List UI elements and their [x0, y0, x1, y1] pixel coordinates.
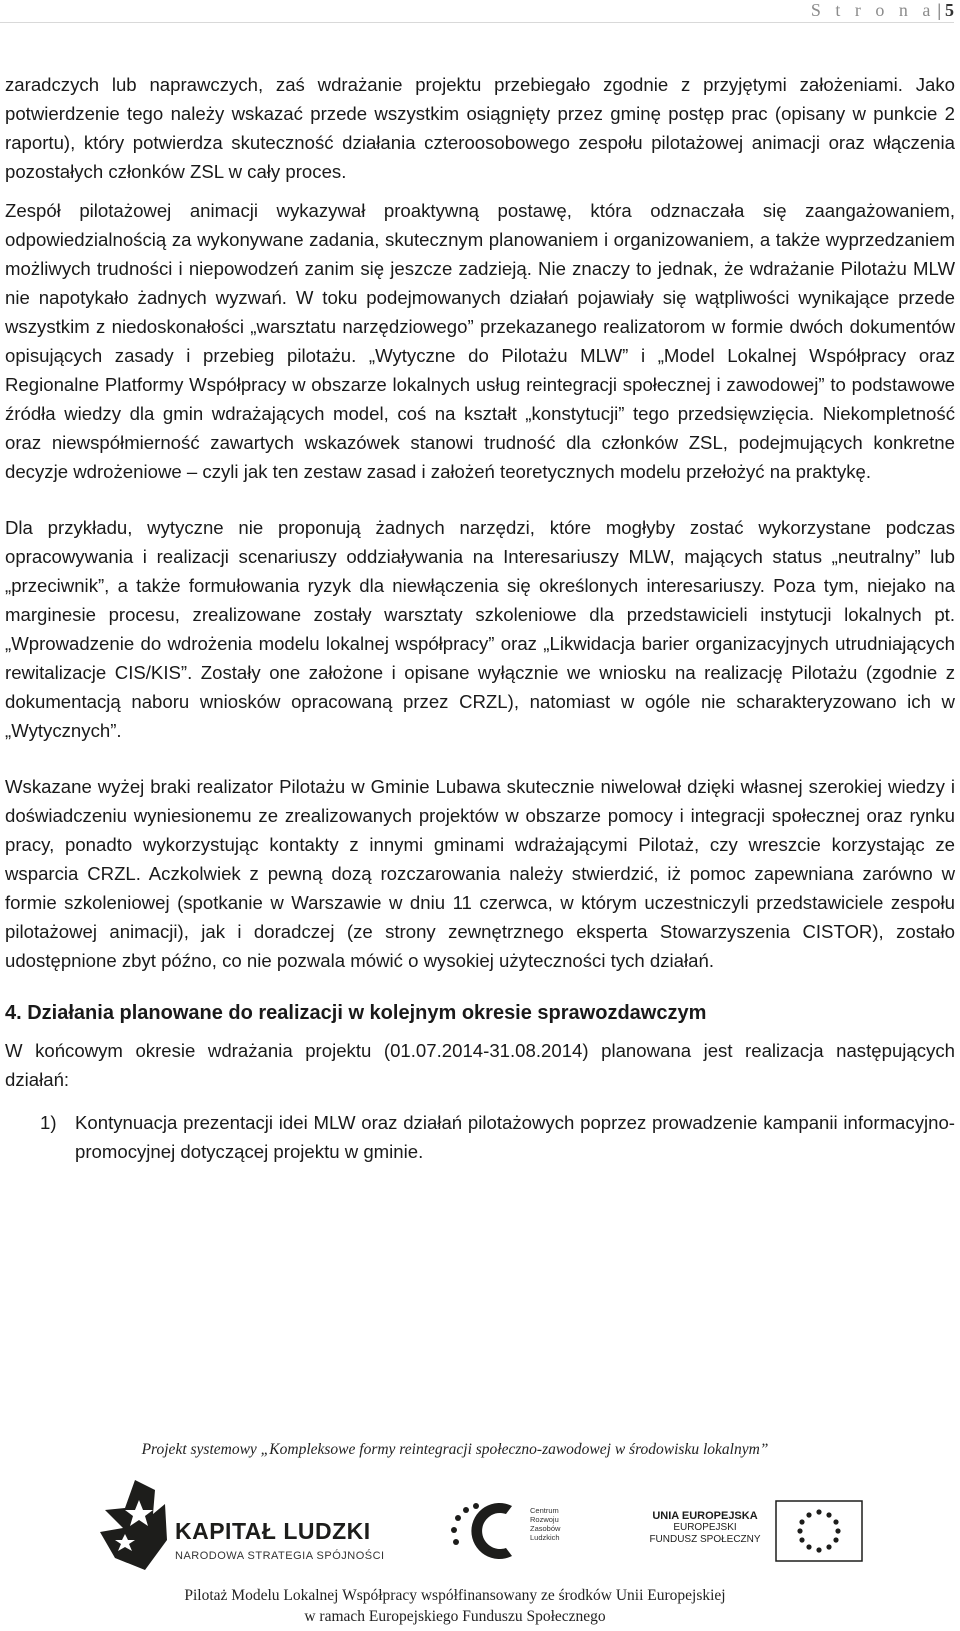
eu-fund-line: FUNDUSZ SPOŁECZNY [649, 1534, 761, 1545]
list-item-text: Kontynuacja prezentacji idei MLW oraz działań pilotażowych poprzez prowadzenie kampanii informacyjno-promocyjnej dotyczącej projektu w gminie. [75, 1112, 955, 1162]
eu-flag-icon [775, 1500, 863, 1562]
paragraph-2: Zespół pilotażowej animacji wykazywał proaktywną postawę, która odznaczała się zaangażowaniem, odpowiedzialnością za wykonywane zadania, skutecznym planowaniem i organizowaniem, a także wyprzedzaniem możliwych trudności i niepowodzeń zanim się jeszcze zadzieją. Nie znaczy to jednak, że wdrażanie Pilotażu MLW nie napotykało żadnych wyzwań. W toku podejmowanych działań pojawiały się wątpliwości wynikające przede wszystkim z niedoskonałości „warsztatu narzędziowego” przekazanego realizatorom w formie dwóch dokumentów opisujących zasady i przebieg pilotażu. „Wytyczne do Pilotażu MLW” i „Model Lokalnej Współpracy oraz Regionalne Platformy Współpracy w obszarze lokalnych usług reintegracji społecznej i zawodowej” to podstawowe źródła wiedzy dla gmin wdrażających model, coś na kształt „konstytucji” tego przedsięwzięcia. Niekompletność oraz niewspółmierność zawartych wskazówek stanowi trudność dla członków ZSL, podejmujących konkretne decyzje wdrożeniowe – czyli jak ten zestaw zasad i założeń teoretycznych modelu przełożyć na praktykę. [5, 200, 955, 482]
cofinancing-line-2: w ramach Europejskiego Funduszu Społecznego [304, 1608, 606, 1625]
eu-fund-line: EUROPEJSKI [673, 1522, 737, 1533]
crzl-line: Ludzkich [530, 1533, 560, 1542]
kapital-ludzki-star-icon [95, 1480, 170, 1570]
planned-actions-list [5, 1108, 955, 1166]
document-body [5, 70, 955, 1166]
eu-text [645, 1510, 765, 1546]
cofinancing-line-1: Pilotaż Modelu Lokalnej Współpracy współfinansowany ze środków Unii Europejskiej [184, 1587, 726, 1604]
eu-title: UNIA EUROPEJSKA [652, 1510, 758, 1522]
list-item-number: 1) [40, 1112, 57, 1133]
page-separator: | [937, 0, 941, 20]
list-item [5, 1108, 955, 1166]
crzl-line: Centrum [530, 1506, 559, 1515]
kapital-ludzki-subtitle: NARODOWA STRATEGIA SPÓJNOŚCI [175, 1550, 385, 1562]
crzl-line: Zasobów [530, 1524, 561, 1533]
paragraph-3: Dla przykładu, wytyczne nie proponują żadnych narzędzi, które mogłyby zostać wykorzystane podczas opracowywania i realizacji scenariuszy oddziaływania na Interesariuszy MLW, mających status „neutralny” lub „przeciwnik”, a także formułowania ryzyk dla niewłączenia się określonych interesariuszy. Poza tym, niejako na marginesie procesu, zrealizowane zostały warsztaty szkoleniowe dla przedstawicieli instytucji lokalnych pt. „Wprowadzenie do wdrożenia modelu lokalnej współpracy” oraz „Likwidacja barier organizacyjnych utrudniających rewitalizacje CIS/KIS”. Zostały one założone i opisane wyłącznie we wniosku na realizację Pilotażu (zgodnie z dokumentacją naboru wniosków opracowaną przez CRZL), natomiast w ogóle nie scharakteryzowano ich w „Wytycznych”. [5, 517, 955, 741]
crzl-line: Rozwoju [530, 1515, 559, 1524]
page-number-label [811, 0, 954, 21]
eu-logo [645, 1500, 885, 1570]
paragraph-1: zaradczych lub naprawczych, zaś wdrażanie projektu przebiegało zgodnie z przyjętymi założeniami. Jako potwierdzenie tego należy wskazać przede wszystkim osiągnięty przez gminę postęp prac (opisany w punkcie 2 raportu), który potwierdza skuteczność działania czteroosobowego zespołu pilotażowej animacji oraz włączenia pozostałych członków ZSL w cały proces. [5, 74, 955, 182]
page-label: S t r o n a [810, 0, 936, 20]
logo-bar [0, 1470, 960, 1580]
crzl-logo [450, 1500, 600, 1565]
page-number: 5 [945, 0, 954, 20]
paragraph-5: W końcowym okresie wdrażania projektu (01.07.2014-31.08.2014) planowana jest realizacja następujących działań: [5, 1040, 955, 1090]
paragraph-4: Wskazane wyżej braki realizator Pilotażu w Gminie Lubawa skutecznie niwelował dzięki własnej szerokiej wiedzy i doświadczeniu wyniesionemu ze zrealizowanych projektów w obszarze pomocy i integracji społecznej oraz rynku pracy, ponadto wykorzystując kontakty z innymi gminami wdrażającymi Pilotaż, czy wreszcie korzystając ze wsparcia CRZL. Aczkolwiek z pewną dozą rozczarowania należy stwierdzić, iż pomoc zapewniana zarówno w formie szkoleniowej (spotkanie w Warszawie w dniu 11 czerwca, w którym uczestniczyli przedstawiciele zespołu pilotażowej animacji), jak i doradczej (ze strony zewnętrznego eksperta Stowarzyszenia CISTOR), zostało udostępnione zbyt późno, co nie pozwala mówić o wysokiej użyteczności tych działań. [5, 776, 955, 971]
crzl-emblem-icon [450, 1500, 525, 1562]
kapital-ludzki-title: KAPITAŁ LUDZKI [175, 1518, 371, 1544]
kapital-ludzki-logo [95, 1480, 395, 1570]
project-title-footer: Projekt systemowy „Kompleksowe formy reintegracji społeczno-zawodowej w środowisku lokalnym” [141, 1441, 769, 1458]
section-heading: 4. Działania planowane do realizacji w kolejnym okresie sprawozdawczym [5, 1002, 707, 1024]
cofinancing-footer [0, 1585, 910, 1627]
page-header [0, 0, 954, 23]
crzl-name [530, 1506, 560, 1542]
